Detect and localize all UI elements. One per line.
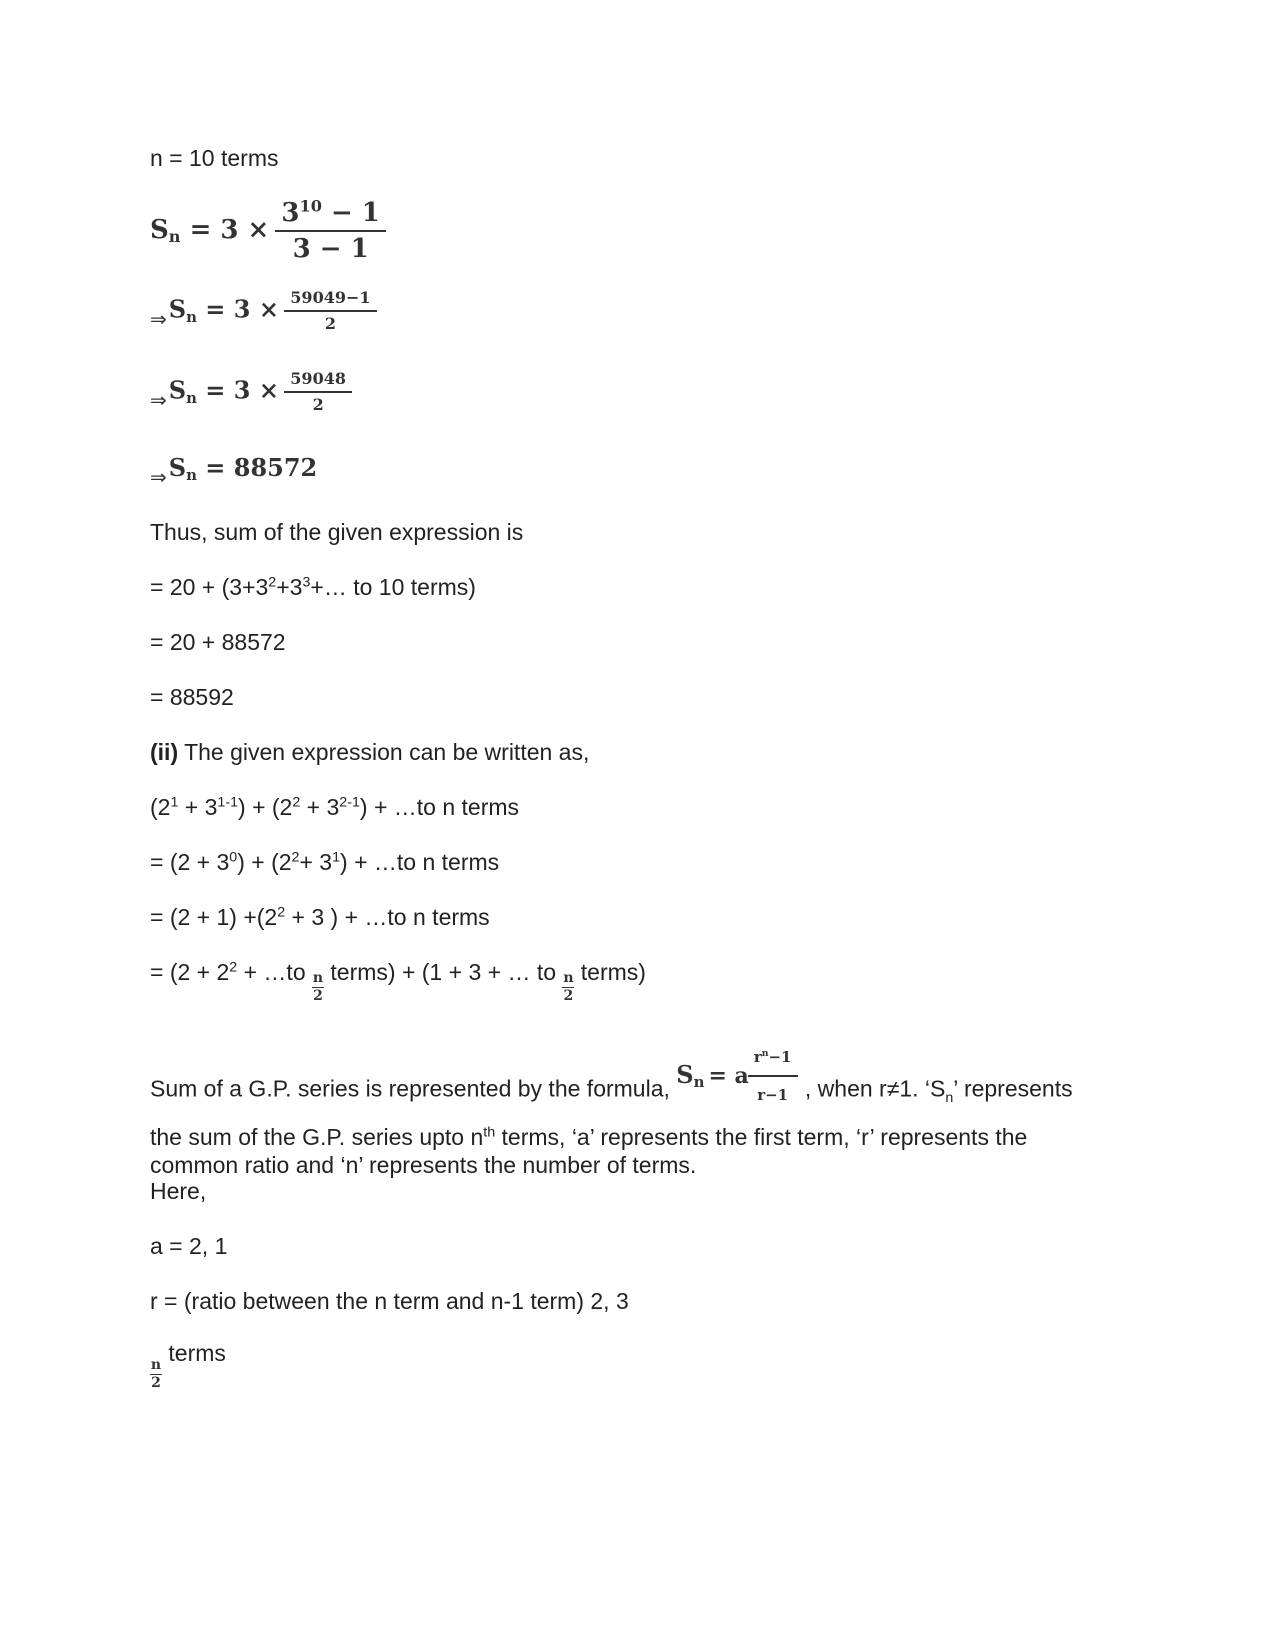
equation-sn-3: $_\Rightarrow S_n = 3$ × $\frac{59048}{2}$ (150, 371, 349, 413)
equation-sn-2: $_\Rightarrow S_n = 3$ × $\frac{59049-1}{2}$ (150, 290, 374, 332)
eq2-fraction: $\frac{59049-1}{2}$ (287, 290, 373, 332)
eq2-lhs: = 3 × (205, 294, 279, 324)
expansion-row-1: $(2^1 + 3^{1-1}) + (2^2 + 3^{2-1})$ + …to n terms (150, 794, 520, 820)
n-over-2-terms-line: $\frac{n}{2}$ terms (150, 1340, 226, 1391)
r-value-line: r = (ratio between the n term and n-1 term) 2, 3 (150, 1288, 629, 1314)
here-label: Here, (150, 1178, 207, 1204)
n-terms-line: n = 10 terms (150, 145, 279, 171)
eq1-lhs: = 3 × (189, 215, 270, 245)
eq3-fraction: $\frac{59048}{2}$ (287, 371, 349, 413)
sum-intro: Thus, sum of the given expression is (150, 519, 524, 545)
sum-line-2: = 20 + 88572 (150, 629, 286, 655)
sum-line-1: = $20 + (3+3^2+3^3+\dots$ to 10 terms) (150, 574, 476, 600)
sn-symbol: $S_n$ (150, 215, 181, 246)
expansion-row-2: = $(2 + 3^0) + (2^2+ 3^1)$ + …to n terms (150, 849, 500, 875)
eq4-rhs: = 88572 (205, 453, 318, 482)
part-ii-heading: (ii) The given expression can be written as, (150, 739, 590, 765)
a-value-line: a = 2, 1 (150, 1233, 228, 1259)
implies-arrow-icon: ⇒ (150, 465, 167, 489)
eq3-lhs: = 3 × (205, 375, 279, 405)
gp-formula-paragraph: Sum of a G.P. series is represented by the formula, $S_n$ = a $\frac{r^n-1}{r-1}$ , when r≠1. ‘$S_n$’ represents the sum of the G.P. series upto $n^{th}$ terms, ‘a’ represents the first term, ‘r’ represents the common ratio and ‘n’ represents the number of terms. (150, 1057, 1090, 1179)
equation-sn-4: $_\Rightarrow S_n = 88572$ (150, 453, 318, 489)
eq1-fraction: $\frac{3^{10} - 1}{3 - 1}$ (278, 200, 383, 262)
n-over-2-fraction: $\frac{n}{2}$ (312, 970, 324, 1004)
sum-line-3: = 88592 (150, 684, 234, 710)
part-label: (ii) (150, 739, 179, 765)
n-over-2-fraction: $\frac{n}{2}$ (563, 970, 574, 1004)
expansion-row-4: = ($2 + 2^2$ + …to $\frac{n}{2}$ terms) + (1 + 3 + … to $\frac{n}{2}$ terms) (150, 959, 646, 1004)
implies-arrow-icon: ⇒ (150, 387, 167, 412)
equation-sn-1 (150, 196, 383, 264)
expansion-row-3: = $(2 + 1) +(2^2 + 3$ ) + …to n terms (150, 904, 490, 930)
gp-sum-formula: $S_n$ = a $\frac{r^n-1}{r-1}$ (676, 1043, 794, 1109)
implies-arrow-icon: ⇒ (150, 306, 167, 331)
n-over-2-fraction: $\frac{n}{2}$ (150, 1357, 162, 1391)
